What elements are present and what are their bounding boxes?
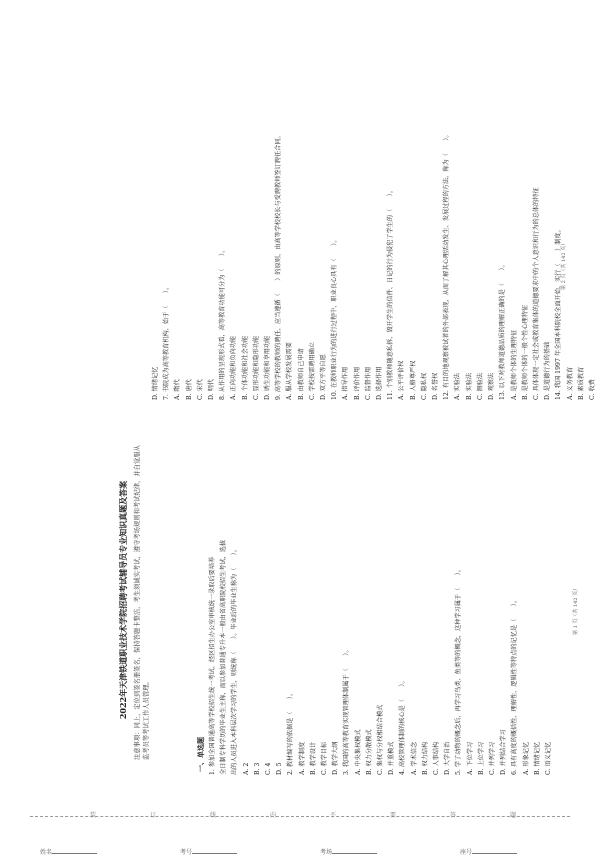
question-line: D. 并重模式 [388,741,396,775]
question-line: A. 义务教育 [566,366,574,400]
question-line: D. 双方平等自愿 [320,354,328,400]
question-line: C. 语义记忆 [545,741,553,775]
question-line: B. 由教师自己申请 [297,348,305,400]
question-line: D. 选择作用 [376,366,384,400]
question-line: A. 学术信念 [410,741,418,775]
question-line: A. 公平评价权 [398,360,406,400]
question-line: A. 是教师个体的生理特征 [510,329,518,400]
question-line: 13. 以下对教师道德品质的理解正确的是（ ）。 [499,261,507,400]
question-line: B. 上位学习 [477,741,485,775]
question-line: 10. 在教师职业行为的进行过程中，职业良心具有（ ）。 [331,236,339,400]
section-title: 一、单选题 [196,737,205,772]
question-line: B. 唐代 [185,379,193,400]
question-line: 9. 高等学校的教师的聘任，应当遵循（ ）的原则，由高等学校校长与受聘教师签订聘任合同。 [275,132,283,400]
binding-dashed-line [30,816,570,817]
cut-mark: 不 [330,812,337,819]
question-line: A. 实验法 [454,373,462,400]
question-line: 11. 个别教师随意私拆、毁开学生的信件、日记的行为侵犯了学生的（ ）。 [387,187,395,400]
question-line: B. 实验法 [465,372,473,400]
question-line: C. 学校按需聘用确立 [308,342,316,400]
margin-field-exam-number: 考号 [180,847,237,856]
question-line: 4. 高校管理体制的核心是（ ）。 [399,677,407,775]
question-line: 8. 从作用的呈现形式看，高等教育功能可分为（ ）。 [219,246,227,400]
question-line: D. 5 [276,762,284,775]
question-line: C. 监督作用 [364,366,372,400]
question-line: B. 教学设计 [309,741,317,775]
question-line: D. 情绪记忆 [152,366,159,400]
question-line: 12. 有目的地观察被试者的外部表现，从而了解其心理活动发生、发展过程的方法，称为（ ）。 [443,131,451,400]
binding-margin [0,775,600,856]
question-line: C. 集权与分权相结合模式 [377,704,385,775]
question-line: C. 并列学习 [489,741,497,775]
question-line: A. 2 [242,762,250,775]
question-line: B. 评价作用 [353,366,361,400]
margin-field-name: 姓名 [40,847,97,856]
question-column-right [150,30,598,400]
question-line: C. 人事结构 [433,741,441,775]
question-line: D. 名誉权 [432,372,440,400]
question-line: C. 宋代 [196,379,204,400]
question-line: C. 4 [265,762,273,775]
notice-text: 注意事项：同上，定位到签名册签名，保持答题卡整洁，考生须诚实考试，遵守考场规则和考试纪律，并自觉服从监考员等考试工作人员管理。 [134,445,150,760]
question-line: 全日制专科学历的毕业生主称，而以参加普通专升本一般由省高职院校招生考试，选拔 [220,539,228,775]
question-line: C. 测验法 [476,372,484,400]
page-footer-left: 第 1 页（共 142 页） [573,585,579,635]
cut-mark: 装 [90,812,97,819]
question-line: B. 是教师个体的一般个性心理特征 [521,304,529,400]
question-line: 1. 参加全国普通高等学校招生统一考试，经区招生办公室审核统一录取后要培养 [209,556,216,775]
cut-mark: 订 [150,812,157,819]
question-line: 出的人员进入本科层次学习的学生，则统称（ ）。毕业后的毕业生称为（ ）。 [231,546,239,775]
cut-mark: 题 [510,812,517,819]
question-line: 2. 教材编写的依据是（ ）。 [287,689,295,775]
question-line: C. 显形功能和隐形功能 [252,335,260,400]
page-footer-right: 第 2 页（共 142 页） [561,240,567,290]
cut-mark: 线 [210,812,217,819]
margin-field-seat: 座号 [460,847,517,856]
question-line: A. 指导作用 [342,366,350,400]
question-column-left [207,425,554,775]
cut-mark: 要 [390,812,397,819]
question-line: C. 具体体现一定社会或教育集体的道德要求中的个人意识和行为的总体的特征 [532,187,540,400]
question-line: C. 收费 [588,379,596,400]
question-line: D. 是道德行为的基础 [544,341,552,400]
question-line: 3. 我国的高等教育实现管理体制属于（ ）。 [343,646,351,775]
question-line: A. 正向功能和负向功能 [230,335,238,400]
question-line: B. 人格尊严权 [409,360,417,400]
question-line: 14. 我国 1997 年全国本科院校全面开始，实行（ ）制度。 [555,226,563,400]
question-line: B. 3 [253,762,261,775]
question-line: D. 诱生功能和享用功能 [264,335,272,400]
question-line: D. 明代 [208,378,216,400]
question-line: B. 情绪记忆 [533,741,541,775]
question-line: D. 教学大纲 [332,741,340,775]
margin-field-exam-room: 考场 [320,847,377,856]
question-line: B. 权力分散模式 [365,729,373,775]
question-line: C. 隐私权 [420,372,428,400]
question-line: 7. 书院成为高等教育机构，始于（ ）。 [163,283,171,400]
question-line: B. 个体功能和社会功能 [241,335,249,400]
question-line: 6. 具有高度的概括性、理解性、逻辑性等特点的记忆是（ ）。 [511,596,519,775]
question-line: A. 中央集权模式 [354,729,362,775]
question-line: B. 权力结构 [421,741,429,775]
question-line: C. 教学目标 [321,741,329,775]
question-line: A. 下位学习 [466,741,474,775]
cut-mark: 内 [270,812,277,819]
question-line: D. 大学自治 [444,741,452,775]
cut-mark: 答 [450,812,457,819]
question-line: D. 观察法 [488,372,496,400]
question-line: A. 隋代 [174,379,182,400]
question-line: A. 形象记忆 [522,741,530,775]
question-line: A. 教学制度 [298,741,306,775]
question-line: B. 素质教育 [577,366,585,400]
document-title: 2022年天津铁道职业技术学院招聘考试辅导员专业知识真题及答案 [118,480,128,720]
question-line: D. 并列结合学习 [500,729,508,775]
question-line: 5. 学了动物的概念后，再学习鸟类、鱼类等的概念，这种学习属于（ ）。 [455,566,463,775]
question-line: A. 服从学校发展需要 [286,342,294,400]
